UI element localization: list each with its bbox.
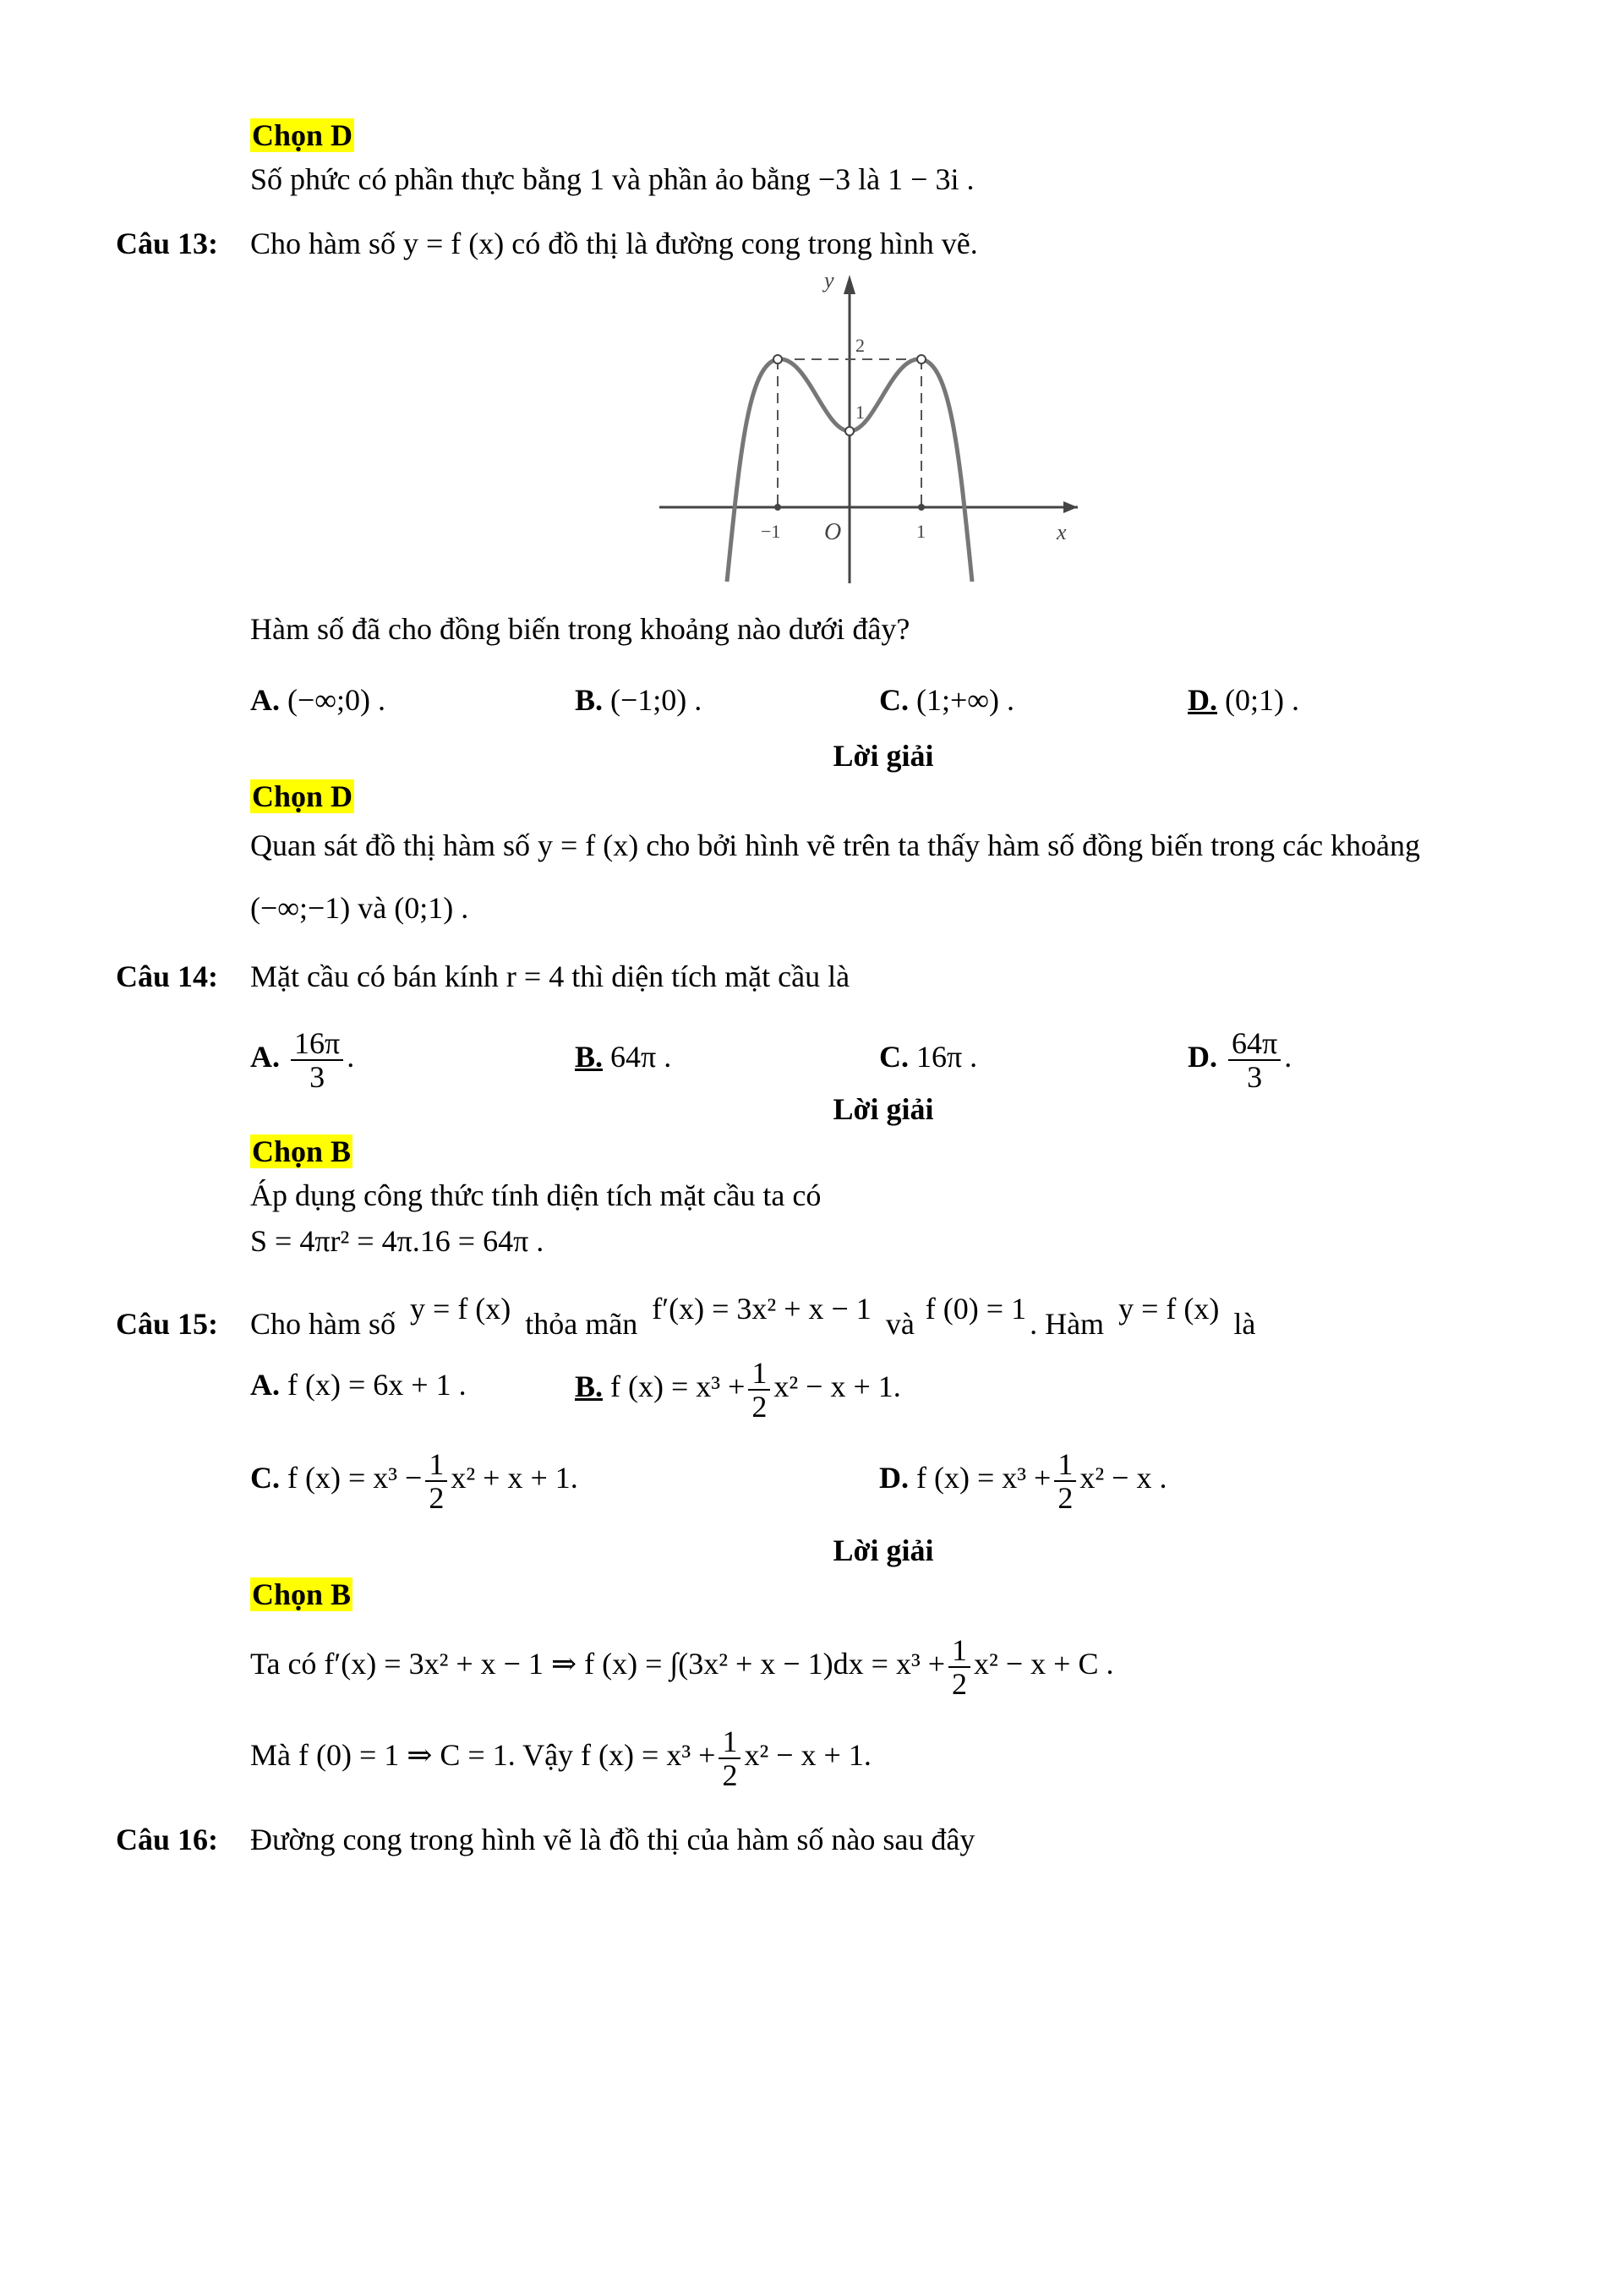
y-axis-arrow: [844, 275, 855, 294]
q13-option-d: D. (0;1) .: [1188, 683, 1299, 717]
q15-loigiai: Lời giải: [833, 1533, 934, 1567]
q15-option-a: A. f (x) = 6x + 1 .: [250, 1368, 467, 1402]
y-tick-1-label: 1: [855, 402, 865, 423]
q14-solution-1: Áp dụng công thức tính diện tích mặt cầu ta có: [250, 1178, 822, 1212]
point-max-left: [773, 355, 782, 364]
q15-option-c: C. f (x) = x³ − $\frac{1}{2}$ x² + x + 1.: [250, 1446, 578, 1515]
y-tick-2-label: 2: [855, 335, 865, 356]
tick-1-label: 1: [916, 521, 926, 542]
q14-loigiai: Lời giải: [833, 1092, 934, 1126]
q15-label: Câu 15:: [116, 1307, 219, 1341]
q14-option-c: C. 16π .: [879, 1040, 978, 1074]
chon-badge: Chọn B: [252, 1577, 352, 1611]
q13-option-b: B. (−1;0) .: [575, 683, 702, 717]
chon-badge: Chọn D: [252, 779, 353, 813]
origin-label: O: [824, 519, 842, 545]
q14-option-d: D. $\frac{64\pi}{3}$ .: [1188, 1025, 1292, 1094]
tick-neg1-label: −1: [761, 521, 781, 542]
q14-stem: Mặt cầu có bán kính r = 4 thì diện tích mặt cầu là: [250, 959, 850, 993]
point-1: [918, 504, 925, 511]
q13-stem: Cho hàm số y = f (x) có đồ thị là đường cong trong hình vẽ.: [250, 227, 978, 260]
y-axis-label: y: [824, 271, 834, 292]
q16-stem: Đường cong trong hình vẽ là đồ thị của hàm số nào sau đây: [250, 1823, 975, 1856]
q14-label: Câu 14:: [116, 959, 219, 993]
q15-option-d: D. f (x) = x³ + $\frac{1}{2}$ x² − x .: [879, 1446, 1167, 1515]
point-min: [845, 427, 854, 435]
q13-option-a: A. (−∞;0) .: [250, 683, 385, 717]
chon-badge: Chọn B: [252, 1134, 352, 1168]
q12-solution: Số phức có phần thực bằng 1 và phần ảo bằng −3 là 1 − 3i .: [250, 162, 975, 196]
q14-option-a: A. $\frac{16\pi}{3}$ .: [250, 1025, 355, 1094]
point-max-right: [917, 355, 926, 364]
q15-stem: Cho hàm số y = f (x) thỏa mãn f′(x) = 3x² + x − 1 và f (0) = 1 . Hàm y = f (x) là: [250, 1292, 1256, 1341]
q15-solution-2: Mà f (0) = 1 ⇒ C = 1. Vậy f (x) = x³ + $\frac{1}{2}$ x² − x + 1.: [250, 1724, 872, 1792]
q13-loigiai: Lời giải: [833, 739, 934, 773]
q13-option-c: C. (1;+∞) .: [879, 683, 1014, 717]
q16-label: Câu 16:: [116, 1823, 219, 1856]
q13-solution-2: (−∞;−1) và (0;1) .: [250, 891, 469, 925]
q13-solution-1: Quan sát đồ thị hàm số y = f (x) cho bởi hình vẽ trên ta thấy hàm số đồng biến trong các khoảng: [250, 828, 1421, 862]
q14-option-b: B. 64π .: [575, 1040, 672, 1074]
x-axis-arrow: [1063, 501, 1078, 513]
chon-badge: Chọn D: [252, 118, 353, 152]
q14-solution-2: S = 4πr² = 4π.16 = 64π .: [250, 1224, 544, 1258]
q15-solution-1: Ta có f′(x) = 3x² + x − 1 ⇒ f (x) = ∫(3x² + x − 1)dx = x³ + $\frac{1}{2}$ x² − x + C .: [250, 1632, 1114, 1701]
q15-option-b: B. f (x) = x³ + $\frac{1}{2}$ x² − x + 1.: [575, 1355, 901, 1424]
q13-question: Hàm số đã cho đồng biến trong khoảng nào dưới đây?: [250, 612, 910, 646]
q13-graph: [659, 271, 1082, 583]
point-neg1: [774, 504, 781, 511]
x-axis-label: x: [1057, 520, 1067, 544]
q13-label: Câu 13:: [116, 227, 219, 260]
